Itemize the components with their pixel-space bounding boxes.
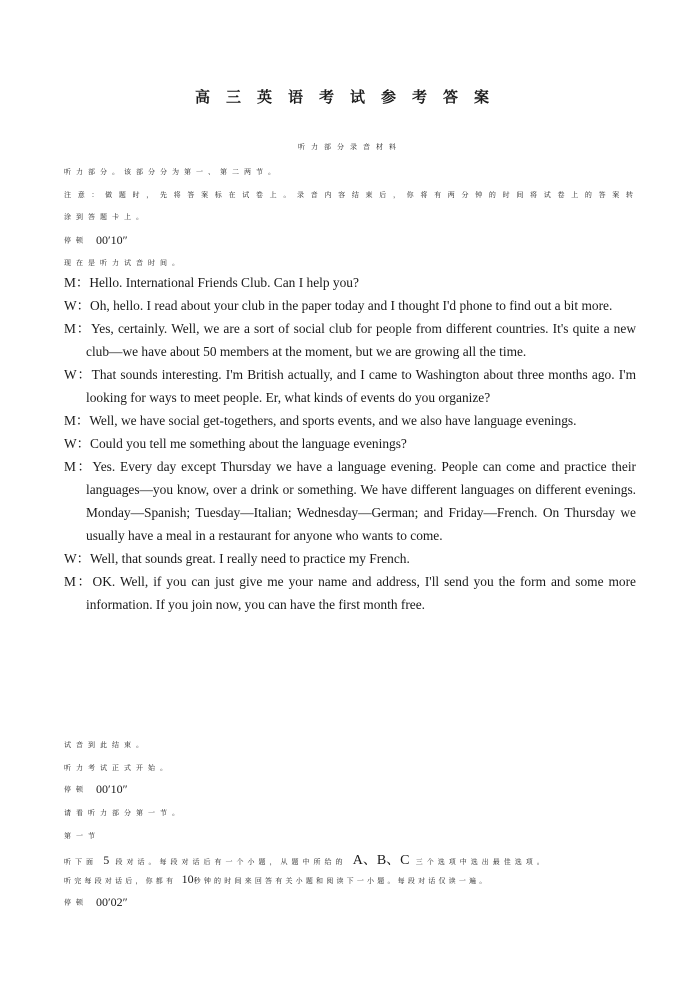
intro-line-3: 涂到答题卡上。 (64, 213, 148, 221)
instruction-line-1 (64, 849, 548, 869)
options-label: A、B、C (352, 853, 410, 868)
utterance-text: OK. Well, if you can just give me your name and address, I'll send you the form and some more information. If you join now, you can have the first month free. (86, 574, 636, 612)
pause-label: 停顿 (64, 236, 88, 245)
seconds-count: 10 (181, 872, 194, 886)
dialogue-line (64, 547, 636, 570)
utterance-text: Hello. International Friends Club. Can I help you? (89, 275, 359, 290)
read-section-notice: 请看听力部分第一节。 (64, 809, 184, 817)
pause-label: 停顿 (64, 785, 88, 794)
pause-1 (64, 230, 128, 249)
utterance-text: Yes. Every day except Thursday we have a language evening. People can come and practice their languages—you know, over a drink or something. We have different languages on different evenings. Monday—Spanish; Tuesday—Italian; Wednesday—German; and Friday—French. On Thursday we usually have a meal in a restaurant for anyone who wants to come. (86, 459, 636, 543)
instr-text: 段对话。每段对话后有一个小题，从题中所给的 (115, 858, 347, 866)
utterance-text: Yes, certainly. Well, we are a sort of social club for people from different countries. It's quite a new club—we have about 50 members at the moment, but we are growing all the time. (86, 321, 636, 359)
speaker-separator: ： (76, 298, 91, 313)
utterance-text: Well, that sounds great. I really need to practice my French. (90, 551, 410, 566)
pause-3 (64, 892, 128, 911)
dialogue-line (64, 294, 636, 317)
pause-label: 停顿 (64, 898, 88, 907)
speaker-label: M (64, 275, 76, 290)
intro-line-2: 注意：做题时，先将答案标在试卷上。录音内容结束后，你将有两分钟的时间将试卷上的答案转 (64, 191, 636, 199)
dialogue-line (64, 570, 636, 616)
instr-text: 听完每段对话后，你都有 (64, 877, 177, 885)
speaker-label: W (64, 298, 77, 313)
speaker-separator: ： (76, 551, 91, 566)
utterance-text: Could you tell me something about the language evenings? (90, 436, 407, 451)
page-subtitle: 听力部分录音材料 (298, 143, 402, 151)
speaker-label: M (64, 413, 76, 428)
speaker-label: M (64, 321, 76, 336)
speaker-separator: ： (75, 413, 90, 428)
pause-value: 00′02″ (96, 895, 128, 909)
instr-text: 三个选项中选出最佳选项。 (415, 858, 548, 866)
speaker-label: M (64, 574, 76, 589)
speaker-separator: ： (76, 436, 91, 451)
dialogue-count: 5 (103, 853, 110, 867)
speaker-label: W (64, 551, 77, 566)
exam-start-notice: 听力考试正式开始。 (64, 764, 172, 772)
dialogue-line (64, 317, 636, 363)
page-title: 高三英语考试参考答案 (194, 88, 505, 106)
pause-value: 00′10″ (96, 782, 128, 796)
speaker-separator: ： (75, 574, 93, 589)
utterance-text: Well, we have social get-togethers, and sports events, and we also have language evenings. (89, 413, 577, 428)
speaker-label: W (64, 436, 77, 451)
dialogue-transcript (64, 271, 636, 616)
speaker-label: W (64, 367, 77, 382)
dialogue-line (64, 363, 636, 409)
dialogue-line (64, 271, 636, 294)
dialogue-line (64, 409, 636, 432)
test-audio-notice: 现在是听力试音时间。 (64, 259, 184, 267)
intro-line-1: 听力部分。该部分分为第一、第二两节。 (64, 168, 280, 176)
utterance-text: Oh, hello. I read about your club in the paper today and I thought I'd phone to find out a bit more. (90, 298, 613, 313)
test-end-notice: 试音到此结束。 (64, 741, 148, 749)
speaker-separator: ： (75, 459, 93, 474)
instruction-line-2 (64, 872, 489, 887)
dialogue-line (64, 455, 636, 547)
speaker-label: M (64, 459, 76, 474)
instr-text: 秒钟的时间来回答有关小题和阅读下一小题。每段对话仅读一遍。 (193, 877, 490, 885)
utterance-text: That sounds interesting. I'm British actually, and I came to Washington about three months ago. I'm looking for ways to meet people. Er, what kinds of events do you organize? (86, 367, 637, 405)
speaker-separator: ： (75, 275, 90, 290)
pause-2 (64, 779, 128, 798)
speaker-separator: ： (75, 321, 91, 336)
section-heading: 第一节 (64, 832, 100, 840)
pause-value: 00′10″ (96, 233, 128, 247)
speaker-separator: ： (76, 367, 92, 382)
instr-text: 听下面 (64, 858, 97, 866)
dialogue-line (64, 432, 636, 455)
